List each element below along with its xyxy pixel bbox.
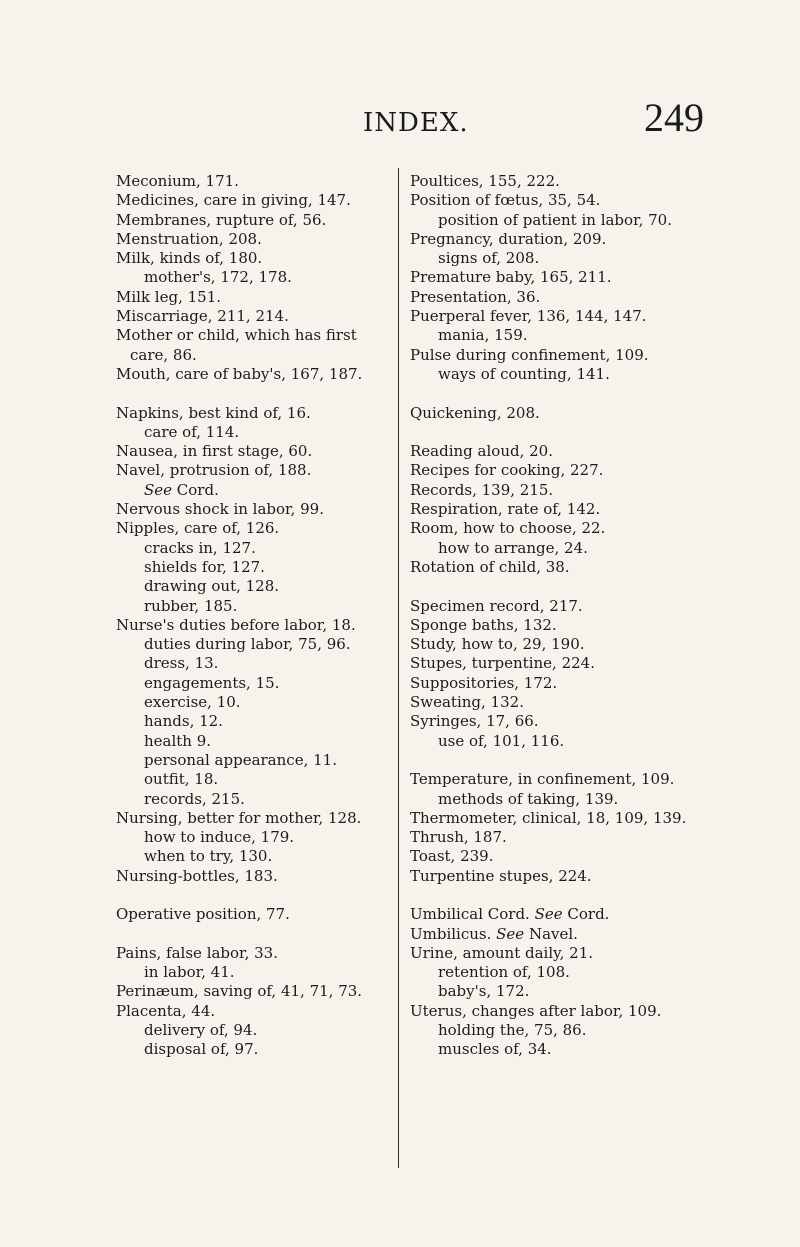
index-subentry: retention of, 108. bbox=[438, 963, 570, 982]
index-column-right bbox=[410, 172, 710, 1060]
index-subentry: mania, 159. bbox=[438, 326, 528, 345]
index-entry: Recipes for cooking, 227. bbox=[410, 461, 604, 480]
index-entry: Nurse's duties before labor, 18. bbox=[116, 615, 356, 634]
index-entry: Sweating, 132. bbox=[410, 693, 524, 712]
index-entry: Mouth, care of baby's, 167, 187. bbox=[116, 364, 363, 383]
index-entry: Urine, amount daily, 21. bbox=[410, 943, 594, 962]
index-entry: Nipples, care of, 126. bbox=[116, 519, 280, 538]
index-subentry: drawing out, 128. bbox=[144, 577, 280, 596]
index-entry: Nursing-bottles, 183. bbox=[116, 866, 278, 885]
index-entry: Pregnancy, duration, 209. bbox=[410, 229, 607, 248]
index-entry: Toast, 239. bbox=[410, 847, 494, 866]
column-divider bbox=[398, 168, 399, 1168]
index-subentry: muscles of, 34. bbox=[438, 1040, 552, 1059]
index-entry: Placenta, 44. bbox=[116, 1001, 216, 1020]
index-subentry: holding the, 75, 86. bbox=[438, 1021, 587, 1040]
index-entry: Perinæum, saving of, 41, 71, 73. bbox=[116, 982, 363, 1001]
index-subentry: care of, 114. bbox=[144, 422, 240, 441]
index-entry: Miscarriage, 211, 214. bbox=[116, 307, 289, 326]
index-entry: Nervous shock in labor, 99. bbox=[116, 500, 324, 519]
index-entry: Puerperal fever, 136, 144, 147. bbox=[410, 307, 647, 326]
index-subentry: health 9. bbox=[144, 731, 212, 750]
index-subentry: exercise, 10. bbox=[144, 693, 241, 712]
index-subentry: shields for, 127. bbox=[144, 557, 265, 576]
index-entry: Premature baby, 165, 211. bbox=[410, 268, 612, 287]
index-subentry: records, 215. bbox=[144, 789, 245, 808]
index-entry: Records, 139, 215. bbox=[410, 480, 554, 499]
index-subentry: dress, 13. bbox=[144, 654, 219, 673]
page-title: INDEX. bbox=[363, 108, 469, 138]
index-entry: Specimen record, 217. bbox=[410, 596, 583, 615]
index-subentry: use of, 101, 116. bbox=[438, 731, 565, 750]
page-header bbox=[0, 88, 800, 148]
index-entry: Stupes, turpentine, 224. bbox=[410, 654, 595, 673]
index-entry: Presentation, 36. bbox=[410, 287, 541, 306]
index-entry: Respiration, rate of, 142. bbox=[410, 500, 601, 519]
index-entry: Umbilical Cord. See Cord. bbox=[410, 905, 610, 924]
index-subentry: in labor, 41. bbox=[144, 963, 235, 982]
index-entry: Operative position, 77. bbox=[116, 905, 290, 924]
index-entry: Sponge baths, 132. bbox=[410, 615, 557, 634]
index-subentry: engagements, 15. bbox=[144, 673, 280, 692]
index-subentry: disposal of, 97. bbox=[144, 1040, 259, 1059]
index-entry: Poultices, 155, 222. bbox=[410, 172, 560, 190]
index-entry: Meconium, 171. bbox=[116, 172, 239, 190]
index-entry: Milk, kinds of, 180. bbox=[116, 249, 263, 268]
index-subentry: position of patient in labor, 70. bbox=[438, 210, 672, 229]
index-entry: Turpentine stupes, 224. bbox=[410, 866, 592, 885]
index-entry: Pains, false labor, 33. bbox=[116, 943, 278, 962]
index-entry: Reading aloud, 20. bbox=[410, 442, 553, 461]
index-subentry: personal appearance, 11. bbox=[144, 750, 337, 769]
index-subentry: See Cord. bbox=[144, 480, 219, 499]
index-entry: Nausea, in first stage, 60. bbox=[116, 442, 313, 461]
index-entry: Medicines, care in giving, 147. bbox=[116, 191, 351, 210]
index-entry: Temperature, in confinement, 109. bbox=[410, 770, 675, 789]
index-entry: Nursing, better for mother, 128. bbox=[116, 808, 362, 827]
index-entry: Thermometer, clinical, 18, 109, 139. bbox=[410, 808, 687, 827]
page-number: 249 bbox=[644, 95, 704, 140]
index-entry: Quickening, 208. bbox=[410, 403, 540, 422]
index-entry: Uterus, changes after labor, 109. bbox=[410, 1001, 662, 1020]
index-column-left bbox=[116, 172, 386, 1060]
index-entry: Mother or child, which has first bbox=[116, 326, 357, 345]
index-subentry: hands, 12. bbox=[144, 712, 223, 731]
index-subentry: baby's, 172. bbox=[438, 982, 530, 1001]
index-entry: Milk leg, 151. bbox=[116, 287, 222, 306]
index-entry: Navel, protrusion of, 188. bbox=[116, 461, 312, 480]
index-subentry: delivery of, 94. bbox=[144, 1021, 258, 1040]
index-entry: Napkins, best kind of, 16. bbox=[116, 403, 311, 422]
index-subentry: duties during labor, 75, 96. bbox=[144, 635, 351, 654]
index-subentry: signs of, 208. bbox=[438, 249, 540, 268]
index-entry: Thrush, 187. bbox=[410, 828, 507, 847]
index-subentry: mother's, 172, 178. bbox=[144, 268, 292, 287]
index-subentry: rubber, 185. bbox=[144, 596, 238, 615]
index-entry: Membranes, rupture of, 56. bbox=[116, 210, 327, 229]
index-subentry: methods of taking, 139. bbox=[438, 789, 619, 808]
index-subentry: how to induce, 179. bbox=[144, 828, 295, 847]
index-entry: Suppositories, 172. bbox=[410, 673, 558, 692]
index-subentry: care, 86. bbox=[130, 345, 197, 364]
index-entry: Rotation of child, 38. bbox=[410, 557, 570, 576]
index-entry: Position of fœtus, 35, 54. bbox=[410, 191, 601, 210]
index-entry: Pulse during confinement, 109. bbox=[410, 345, 649, 364]
index-entry: Menstruation, 208. bbox=[116, 229, 262, 248]
index-entry: Umbilicus. See Navel. bbox=[410, 924, 578, 943]
index-entry: Syringes, 17, 66. bbox=[410, 712, 539, 731]
index-entry: Room, how to choose, 22. bbox=[410, 519, 606, 538]
index-entry: Study, how to, 29, 190. bbox=[410, 635, 585, 654]
index-subentry: outfit, 18. bbox=[144, 770, 219, 789]
index-subentry: how to arrange, 24. bbox=[438, 538, 588, 557]
index-subentry: when to try, 130. bbox=[144, 847, 273, 866]
index-subentry: ways of counting, 141. bbox=[438, 364, 610, 383]
index-subentry: cracks in, 127. bbox=[144, 538, 256, 557]
